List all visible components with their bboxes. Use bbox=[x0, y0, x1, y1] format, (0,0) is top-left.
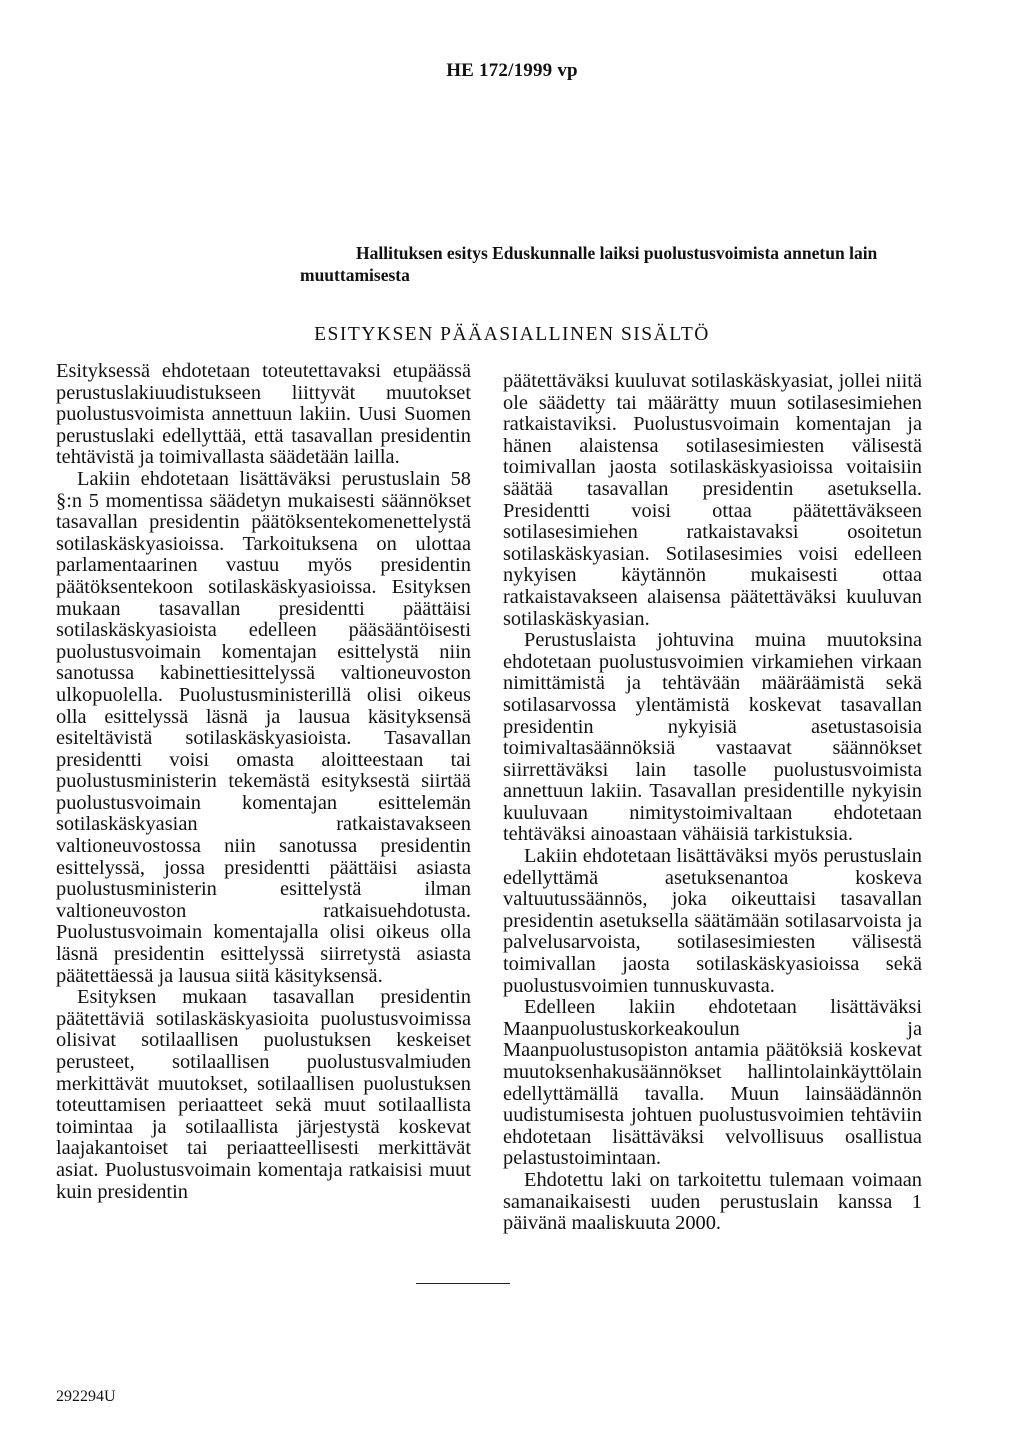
document-title: Hallituksen esitys Eduskunnalle laiksi puolustusvoimista annetun lain muuttamisesta bbox=[300, 243, 878, 285]
paragraph: Esityksessä ehdotetaan toteutettavaksi etupäässä perustuslakiuudistukseen liittyvät muutokset puolustusvoimista annettuun lakiin. Uusi Suomen perustuslaki edellyttää, että tasavallan presidentin tehtävistä ja toimivallasta säädetään lailla. bbox=[56, 360, 471, 469]
end-rule-divider bbox=[416, 1283, 510, 1284]
paragraph: Ehdotettu laki on tarkoitettu tulemaan voimaan samanaikaisesti uuden perustuslain kanssa 1 päivänä maaliskuuta 2000. bbox=[503, 1168, 922, 1235]
paragraph: päätettäväksi kuuluvat sotilaskäskyasiat, jollei niitä ole säädetty tai määrätty muun sotilasesimiehen ratkaistaviksi. Puolustusvoimain komentajan ja hänen alaistensa sotilasesimiesten välisestä toimivallan jaosta sotilaskäskyasioissa voitaisiin säätää tasavallan presidentin asetuksella. Presidentti voisi ottaa päätettäväkseen sotilasesimiehen ratkaistavaksi osoitetun sotilaskäskyasian. Sotilasesimies voisi edelleen nykyisen käytännön mukaisesti ottaa ratkaistavakseen alaisensa päätettäväksi kuuluvan sotilaskäskyasian. bbox=[503, 370, 922, 630]
paragraph: Edelleen lakiin ehdotetaan lisättäväksi Maanpuolustuskorkeakoulun ja Maanpuolustusopiston antamia päätöksiä koskevat muutoksenhakusäännökset hallintolainkäyttölain edellyttämällä tavalla. Muun lainsäädännön uudistumisesta johtuen puolustusvoimien tehtäviin ehdotetaan lisättäväksi velvollisuus osallistua pelastustoimintaan. bbox=[503, 996, 922, 1170]
document-id-header: HE 172/1999 vp bbox=[446, 60, 578, 81]
print-code: 292294U bbox=[56, 1388, 116, 1405]
paragraph: Lakiin ehdotetaan lisättäväksi myös perustuslain edellyttämä asetuksenantoa koskeva valtuutussäännös, joka oikeuttaisi tasavallan presidentin asetuksella säätämään sotilasarvoista ja palvelusarvoista, sotilasesimiesten välisestä toimivallan jaosta sotilaskäskyasioissa sekä puolustusvoimien tunnuskuvasta. bbox=[503, 845, 922, 997]
paragraph: Lakiin ehdotetaan lisättäväksi perustuslain 58 §:n 5 momentissa säädetyn mukaisesti säännökset tasavallan presidentin päätöksentekomenettelystä sotilaskäskyasioissa. Tarkoituksena on ulottaa parlamentaarinen vastuu myös presidentin päätöksentekoon sotilaskäskyasioissa. Esityksen mukaan tasavallan presidentti päättäisi sotilaskäskyasioista edelleen pääsääntöisesti puolustusvoimain komentajan esittelystä niin sanotussa kabinettiesittelyssä valtioneuvoston ulkopuolella. Puolustusministerillä olisi oikeus olla esittelyssä läsnä ja lausua käsityksensä esiteltävistä sotilaskäskyasioista. Tasavallan presidentti voisi omasta aloitteestaan tai puolustusministerin tekemästä esityksestä siirtää puolustusvoimain komentajan esittelemän sotilaskäskyasian ratkaistavakseen valtioneuvostossa niin sanotussa presidentin esittelyssä, jossa presidentti päättäisi asiasta puolustusministerin esittelystä ilman valtioneuvoston ratkaisuehdotusta. Puolustusvoimain komentajalla olisi oikeus olla läsnä presidentin esittelyssä siirretystä asiasta päätettäessä ja lausua siitä käsityksensä. bbox=[56, 467, 471, 987]
right-text-column bbox=[503, 371, 922, 1235]
paragraph: Perustuslaista johtuvina muina muutoksina ehdotetaan puolustusvoimien virkamiehen virkaan nimittämistä ja tehtävään määräämistä sekä sotilasarvossa ylentämistä koskevat tasavallan presidentin nykyisiä asetustasoisia toimivaltasäännöksiä vastaavat säännökset siirrettäväksi lain tasolle puolustusvoimista annettuun lakiin. Tasavallan presidentille nykyisin kuuluvaan nimitystoimivaltaan ehdotetaan tehtäväksi ainoastaan vähäisiä tarkistuksia. bbox=[503, 629, 922, 846]
section-heading: ESITYKSEN PÄÄASIALLINEN SISÄLTÖ bbox=[314, 324, 710, 345]
left-text-column bbox=[56, 361, 471, 1203]
paragraph: Esityksen mukaan tasavallan presidentin päätettäviä sotilaskäskyasioita puolustusvoimissa olisivat sotilaallisen puolustuksen keskeiset perusteet, sotilaallisen puolustusvalmiuden merkittävät muutokset, sotilaallisen puolustuksen toteuttamisen periaatteet sekä muut sotilaallista toimintaa ja sotilaallista järjestystä koskevat laajakantoiset tai periaatteellisesti merkittävät asiat. Puolustusvoimain komentaja ratkaisisi muut kuin presidentin bbox=[56, 986, 471, 1203]
